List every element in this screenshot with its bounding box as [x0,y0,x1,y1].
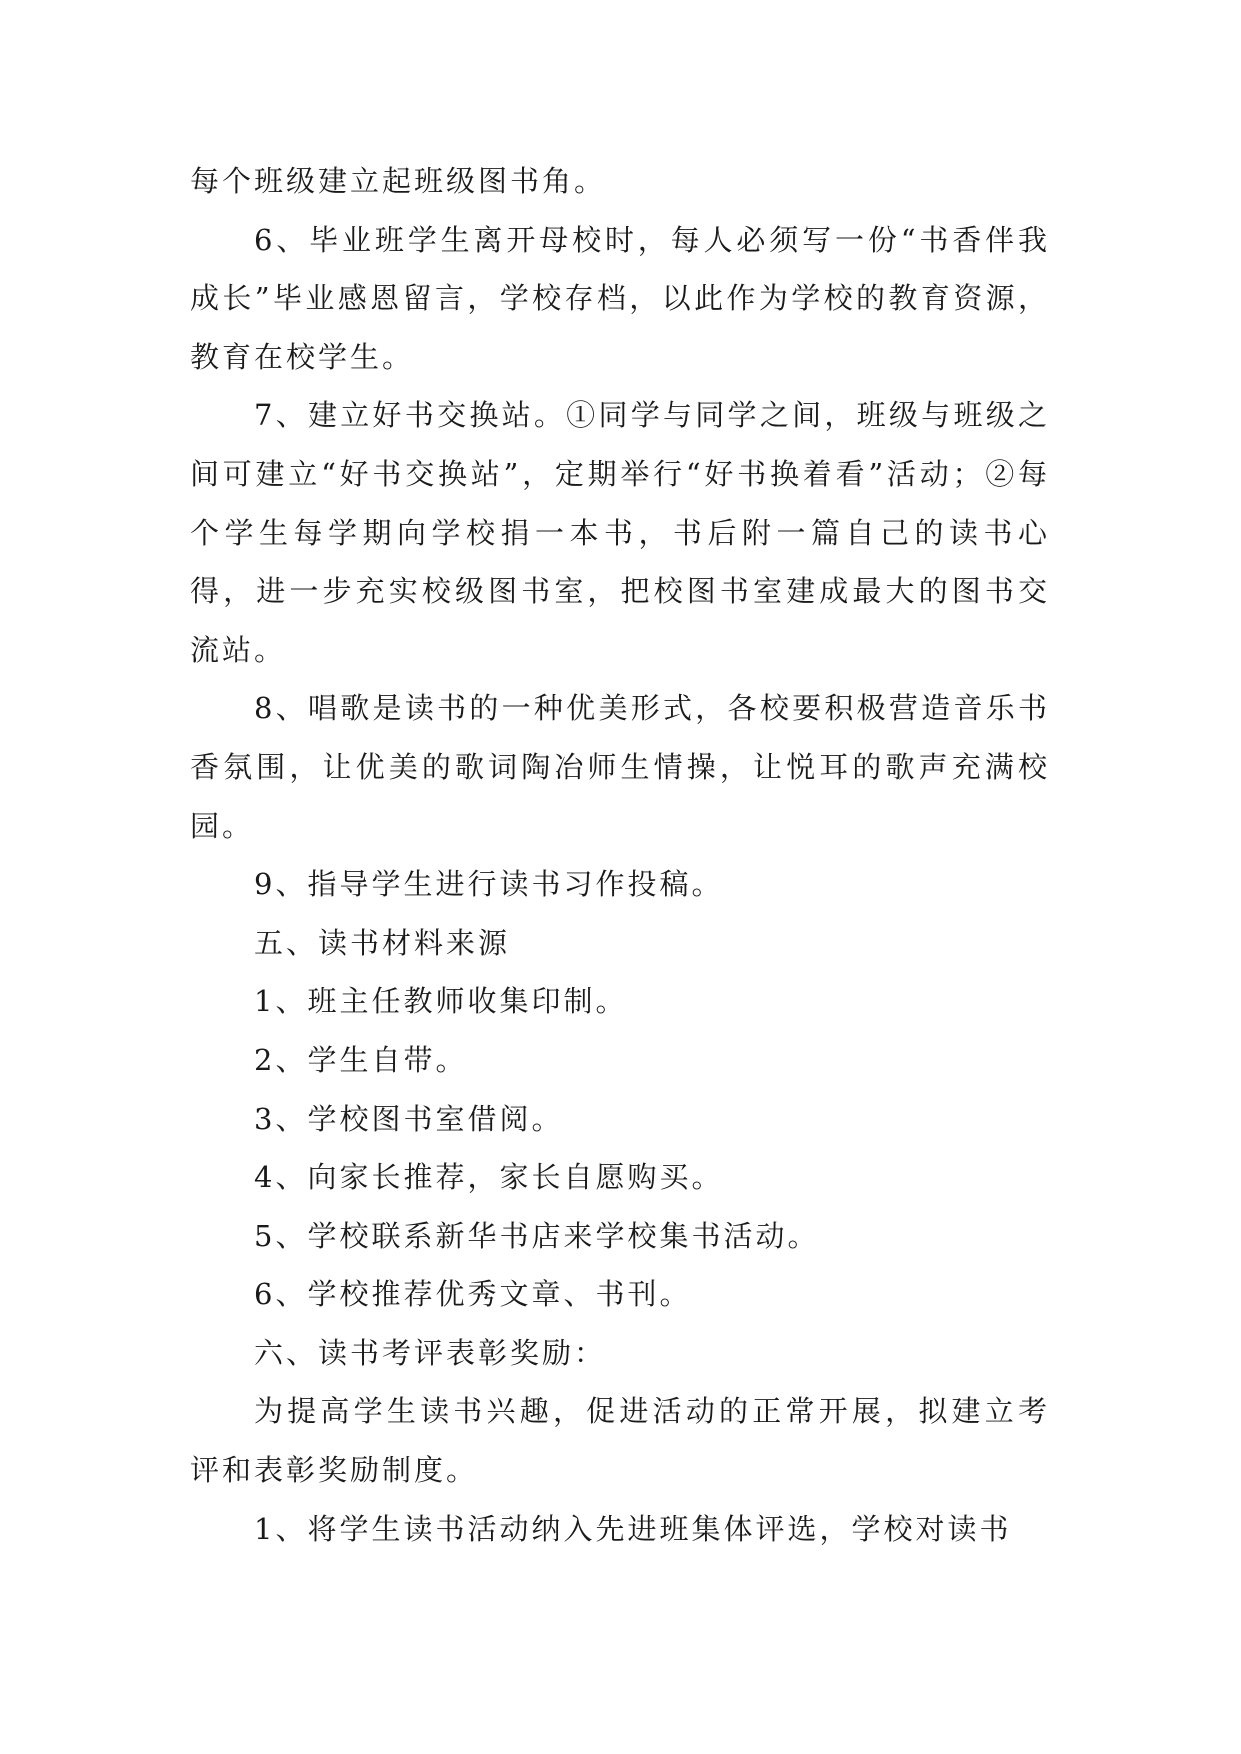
list-item-source-6: 6、学校推荐优秀文章、书刊。 [254,1277,692,1312]
paragraph-item-8-singing: 8、唱歌是读书的一种优美形式，各校要积极营造音乐书香氛围，让优美的歌词陶冶师生情操，让悦耳的歌声充满校园。 [190,691,1050,843]
paragraph-evaluation-intro: 为提高学生读书兴趣，促进活动的正常开展，拟建立考评和表彰奖励制度。 [190,1394,1050,1488]
list-item-source-5: 5、学校联系新华书店来学校集书活动。 [254,1218,820,1253]
list-item-source-3: 3、学校图书室借阅。 [254,1101,564,1136]
paragraph-item-7-book-exchange: 7、建立好书交换站。①同学与同学之间，班级与班级之间可建立“好书交换站”，定期举行“好书换着看”活动；②每个学生每学期向学校捐一本书，书后附一篇自己的读书心得，进一步充实校级图书室，把校图书室建成最大的图书交流站。 [190,398,1050,667]
paragraph-class-book-corner: 每个班级建立起班级图书角。 [190,164,607,198]
list-item-source-2: 2、学生自带。 [254,1042,468,1077]
list-item-source-4: 4、向家长推荐，家长自愿购买。 [254,1160,724,1195]
document-body [190,152,1050,1558]
paragraph-evaluation-item-1: 1、将学生读书活动纳入先进班集体评选，学校对读书 [254,1511,1012,1546]
section-heading-6-evaluation-awards: 六、读书考评表彰奖励： [254,1335,607,1370]
list-item-source-1: 1、班主任教师收集印制。 [254,984,628,1019]
paragraph-item-6-graduation-message: 6、毕业班学生离开母校时，每人必须写一份“书香伴我成长”毕业感恩留言，学校存档，以此作为学校的教育资源，教育在校学生。 [190,222,1050,374]
paragraph-item-9-submissions: 9、指导学生进行读书习作投稿。 [254,867,724,902]
section-heading-5-material-sources: 五、读书材料来源 [254,925,511,960]
